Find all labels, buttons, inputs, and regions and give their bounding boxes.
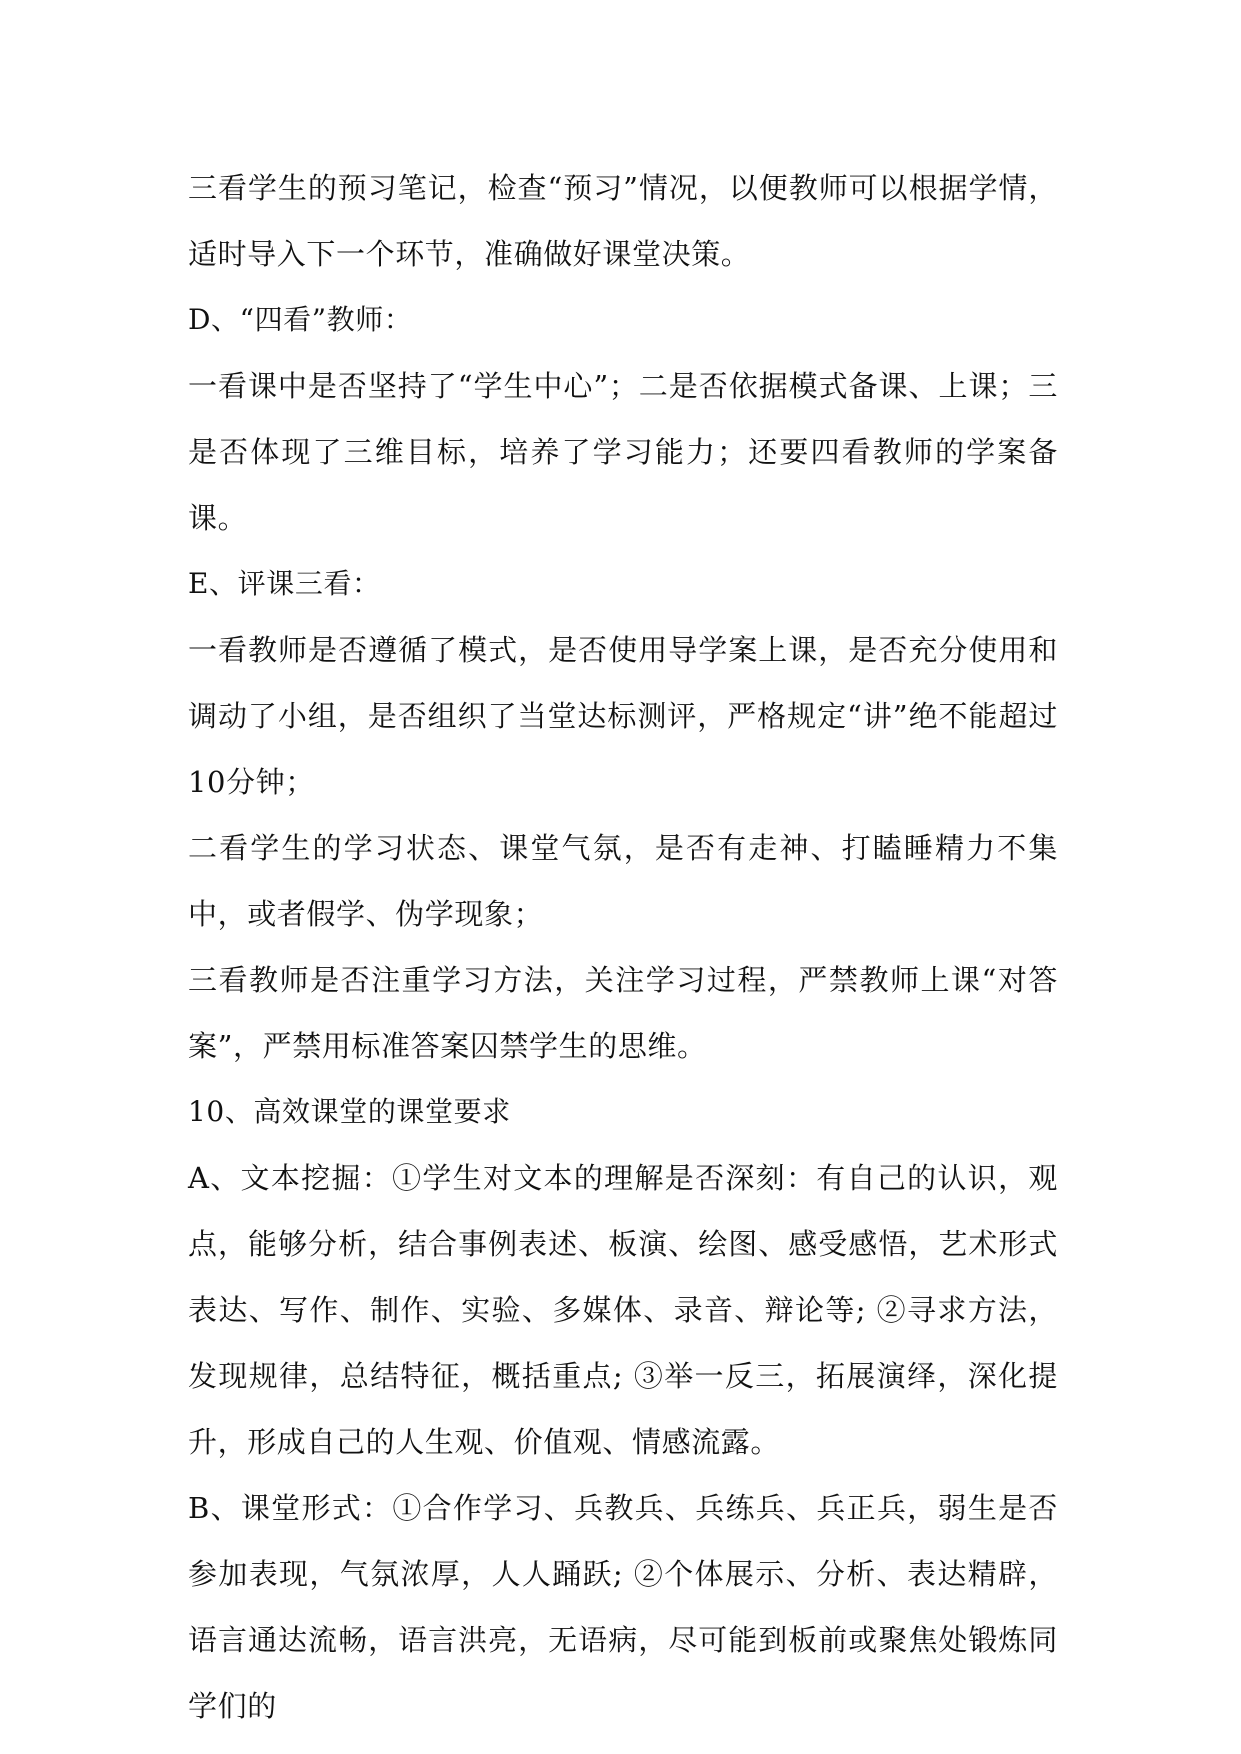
paragraph-text-mining: A、文本挖掘：①学生对文本的理解是否深刻：有自己的认识，观点，能够分析，结合事例表述、板演、绘图、感受感悟，艺术形式表达、写作、制作、实验、多媒体、录音、辩论等; ②寻求方法，发现规律，总结特征，概括重点; ③举一反三，拓展演绎，深化提升，形成自己的人生观、价值观、情感流露。 — [188, 1161, 1058, 1459]
document-body — [188, 155, 1058, 1739]
heading-four-looks-teacher: D、“四看”教师： — [188, 303, 413, 336]
paragraph-evaluation-second: 二看学生的学习状态、课堂气氛，是否有走神、打瞌睡精力不集中，或者假学、伪学现象； — [188, 831, 1058, 931]
paragraph-teacher-checks: 一看课中是否坚持了“学生中心”；二是否依据模式备课、上课；三是否体现了三维目标，培养了学习能力；还要四看教师的学案备课。 — [188, 369, 1058, 535]
paragraph-preview-notes: 三看学生的预习笔记，检查“预习”情况，以便教师可以根据学情，适时导入下一个环节，准确做好课堂决策。 — [188, 171, 1058, 271]
paragraph-classroom-form: B、课堂形式：①合作学习、兵教兵、兵练兵、兵正兵，弱生是否参加表现，气氛浓厚，人人踊跃; ②个体展示、分析、表达精辟，语言通达流畅，语言洪亮，无语病，尽可能到板前或聚焦处锻炼同学们的 — [188, 1491, 1058, 1723]
heading-classroom-requirements: 10、高效课堂的课堂要求 — [188, 1095, 511, 1128]
heading-evaluation-three-looks: E、评课三看： — [188, 567, 381, 600]
paragraph-evaluation-first: 一看教师是否遵循了模式，是否使用导学案上课，是否充分使用和调动了小组，是否组织了当堂达标测评，严格规定“讲”绝不能超过10分钟； — [188, 633, 1058, 799]
paragraph-evaluation-third: 三看教师是否注重学习方法，关注学习过程，严禁教师上课“对答案”，严禁用标准答案囚禁学生的思维。 — [188, 963, 1058, 1063]
